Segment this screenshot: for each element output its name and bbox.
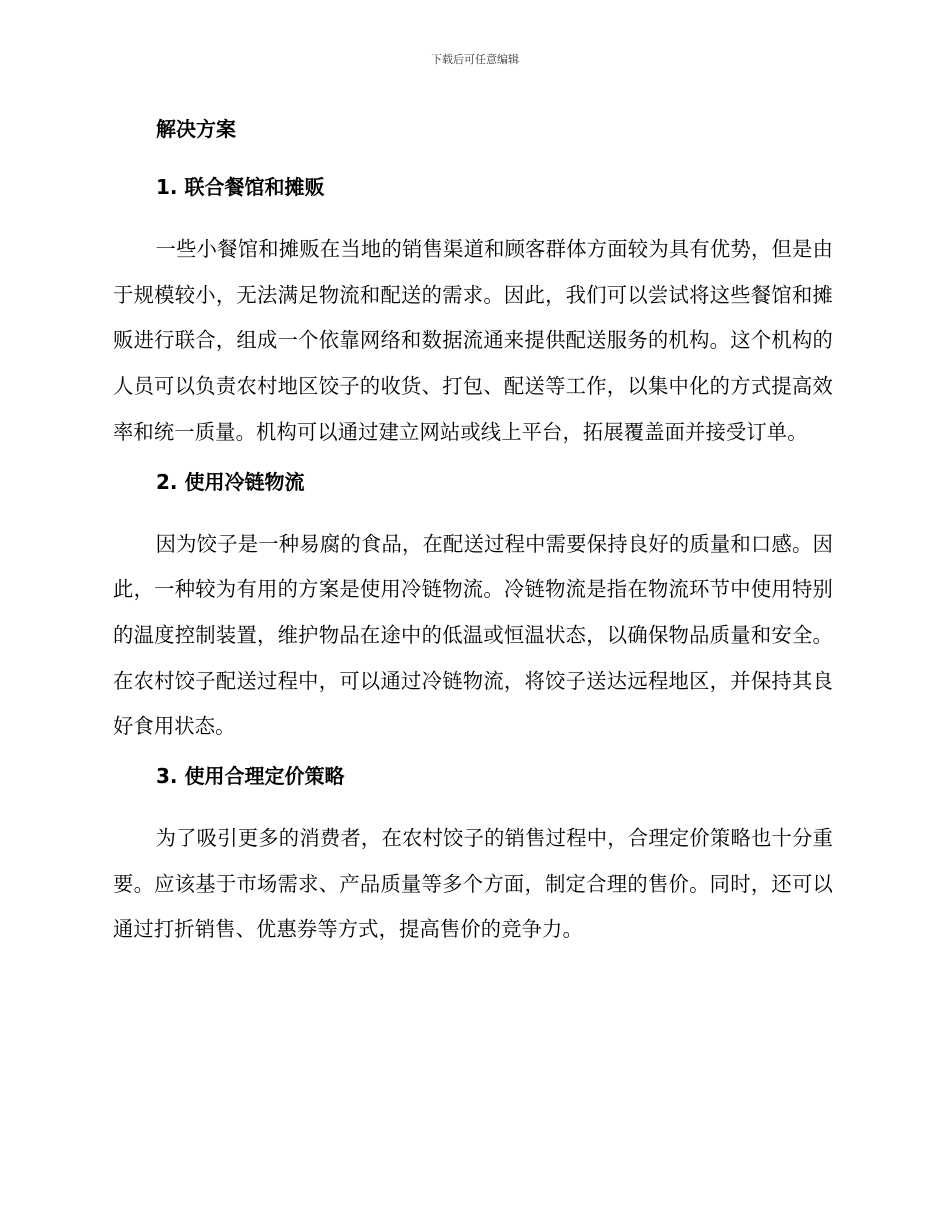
page-header: 下载后可任意编辑 bbox=[431, 53, 519, 66]
document-body bbox=[113, 111, 833, 961]
section-paragraph-1: 一些小餐馆和摊贩在当地的销售渠道和顾客群体方面较为具有优势，但是由于规模较小，无法满足物流和配送的需求。因此，我们可以尝试将这些餐馆和摊贩进行联合，组成一个依靠网络和数据流通来提供配送服务的机构。这个机构的人员可以负责农村地区饺子的收货、打包、配送等工作，以集中化的方式提高效率和统一质量。机构可以通过建立网站或线上平台，拓展覆盖面并接受订单。 bbox=[113, 237, 833, 444]
section-heading-3: 3. 使用合理定价策略 bbox=[156, 764, 345, 789]
section-paragraph-3: 为了吸引更多的消费者，在农村饺子的销售过程中，合理定价策略也十分重要。应该基于市场需求、产品质量等多个方面，制定合理的售价。同时，还可以通过打折销售、优惠券等方式，提高售价的竞争力。 bbox=[113, 826, 833, 942]
document-title: 解决方案 bbox=[156, 117, 236, 141]
section-paragraph-2: 因为饺子是一种易腐的食品，在配送过程中需要保持良好的质量和口感。因此，一种较为有用的方案是使用冷链物流。冷链物流是指在物流环节中使用特别的温度控制装置，维护物品在途中的低温或恒温状态，以确保物品质量和安全。在农村饺子配送过程中，可以通过冷链物流，将饺子送达远程地区，并保持其良好食用状态。 bbox=[113, 531, 833, 739]
section-heading-2: 2. 使用冷链物流 bbox=[156, 469, 305, 494]
section-heading-1: 1. 联合餐馆和摊贩 bbox=[156, 175, 325, 199]
